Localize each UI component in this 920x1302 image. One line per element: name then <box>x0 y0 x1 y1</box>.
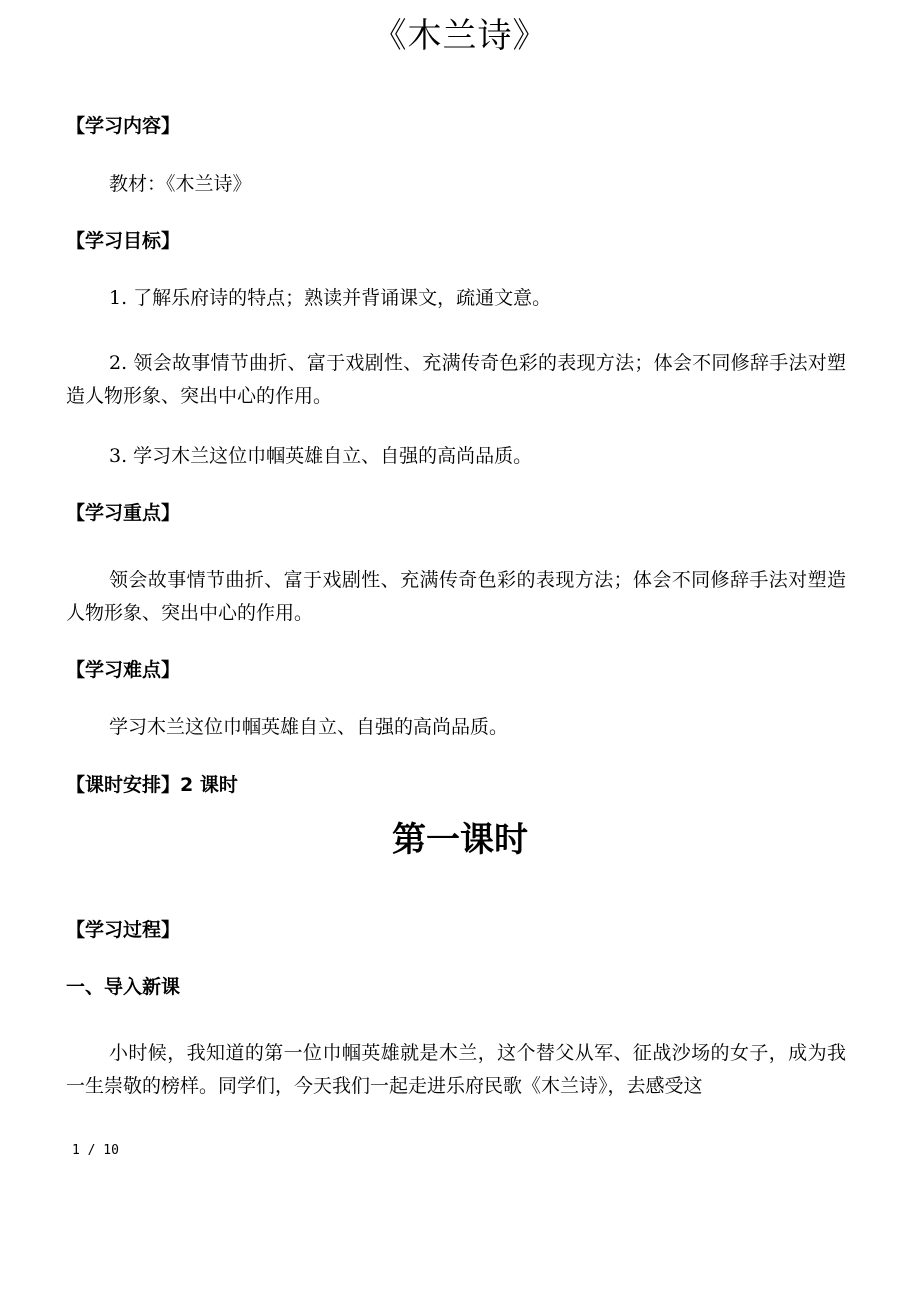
key-points-text: 领会故事情节曲折、富于戏剧性、充满传奇色彩的表现方法；体会不同修辞手法对塑造人物形象、突出中心的作用。 <box>66 569 846 624</box>
schedule-line <box>66 771 238 799</box>
difficulty-heading: 【学习难点】 <box>66 659 181 681</box>
goals-heading: 【学习目标】 <box>66 230 181 252</box>
key-points-heading: 【学习重点】 <box>66 502 181 524</box>
content-heading: 【学习内容】 <box>66 115 181 137</box>
lesson-title: 第一课时 <box>392 820 528 860</box>
schedule-value: 2 课时 <box>180 774 238 796</box>
goal-item-1: 1. 了解乐府诗的特点；熟读并背诵课文，疏通文意。 <box>109 287 552 309</box>
intro-text: 小时候，我知道的第一位巾帼英雄就是木兰，这个替父从军、征战沙场的女子，成为我一生崇敬的榜样。同学们，今天我们一起走进乐府民歌《木兰诗》，去感受这 <box>66 1042 846 1097</box>
goal-item-2: 2. 领会故事情节曲折、富于戏剧性、充满传奇色彩的表现方法；体会不同修辞手法对塑造人物形象、突出中心的作用。 <box>66 352 846 407</box>
schedule-heading: 【课时安排】 <box>66 774 181 796</box>
content-text: 教材：《木兰诗》 <box>109 173 252 195</box>
page-indicator: 1 / 10 <box>72 1143 119 1158</box>
process-heading: 【学习过程】 <box>66 919 181 941</box>
document-title: 《木兰诗》 <box>372 16 548 56</box>
difficulty-text: 学习木兰这位巾帼英雄自立、自强的高尚品质。 <box>109 716 509 738</box>
intro-heading: 一、导入新课 <box>66 976 181 998</box>
goal-item-3: 3. 学习木兰这位巾帼英雄自立、自强的高尚品质。 <box>109 445 533 467</box>
